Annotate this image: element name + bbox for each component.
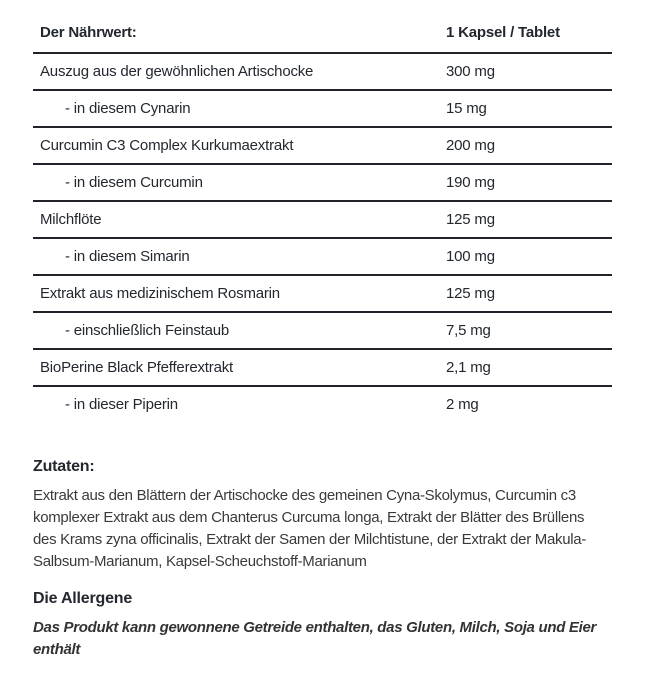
nutrient-name: Milchflöte bbox=[40, 211, 102, 228]
table-header-row bbox=[33, 16, 612, 54]
nutrient-name: - in diesem Simarin bbox=[65, 248, 190, 265]
table-row bbox=[33, 202, 612, 239]
ingredients-text: Extrakt aus den Blättern der Artischocke des gemeinen Cyna-Skolymus, Curcumin c3 komplexer Extrakt aus dem Chanterus Curcuma longa, Extrakt der Blätter des Brüllens des Krams zyna officinalis, Extrakt der Samen der Milchtistune, der Extrakt der Makula- Salbsum-Marianum, Kapsel-Scheuchstoff-Marianum bbox=[33, 487, 587, 570]
allergens-heading: Die Allergene bbox=[33, 590, 133, 607]
nutrient-value: 15 mg bbox=[446, 100, 487, 117]
nutrient-value: 125 mg bbox=[446, 285, 495, 302]
table-row bbox=[33, 165, 612, 202]
nutrient-value: 125 mg bbox=[446, 211, 495, 228]
nutrient-value: 200 mg bbox=[446, 137, 495, 154]
nutrient-value: 190 mg bbox=[446, 174, 495, 191]
nutrient-name: Curcumin C3 Complex Kurkumaextrakt bbox=[40, 137, 294, 154]
table-header-value: 1 Kapsel / Tablet bbox=[446, 24, 560, 41]
nutrient-value: 100 mg bbox=[446, 248, 495, 265]
table-row bbox=[33, 54, 612, 91]
nutrient-value: 7,5 mg bbox=[446, 322, 491, 339]
nutrient-value: 2,1 mg bbox=[446, 359, 491, 376]
table-row bbox=[33, 350, 612, 387]
nutrient-name: - einschließlich Feinstaub bbox=[65, 322, 230, 339]
ingredients-heading: Zutaten: bbox=[33, 458, 95, 475]
nutrient-name: Auszug aus der gewöhnlichen Artischocke bbox=[40, 63, 314, 80]
table-row bbox=[33, 313, 612, 350]
nutrient-name: - in diesem Curcumin bbox=[65, 174, 203, 191]
nutrient-name: - in diesem Cynarin bbox=[65, 100, 191, 117]
table-row bbox=[33, 276, 612, 313]
table-row bbox=[33, 239, 612, 276]
nutrient-value: 300 mg bbox=[446, 63, 495, 80]
table-header-name: Der Nährwert: bbox=[40, 24, 137, 41]
nutrient-name: BioPerine Black Pfefferextrakt bbox=[40, 359, 233, 376]
nutrition-facts-table bbox=[33, 16, 612, 422]
nutrient-name: - in dieser Piperin bbox=[65, 396, 178, 413]
table-row bbox=[33, 387, 612, 422]
allergens-text: Das Produkt kann gewonnene Getreide enthalten, das Gluten, Milch, Soja und Eier enthält bbox=[33, 619, 597, 658]
nutrient-name: Extrakt aus medizinischem Rosmarin bbox=[40, 285, 280, 302]
nutrient-value: 2 mg bbox=[446, 396, 479, 413]
table-row bbox=[33, 91, 612, 128]
table-row bbox=[33, 128, 612, 165]
